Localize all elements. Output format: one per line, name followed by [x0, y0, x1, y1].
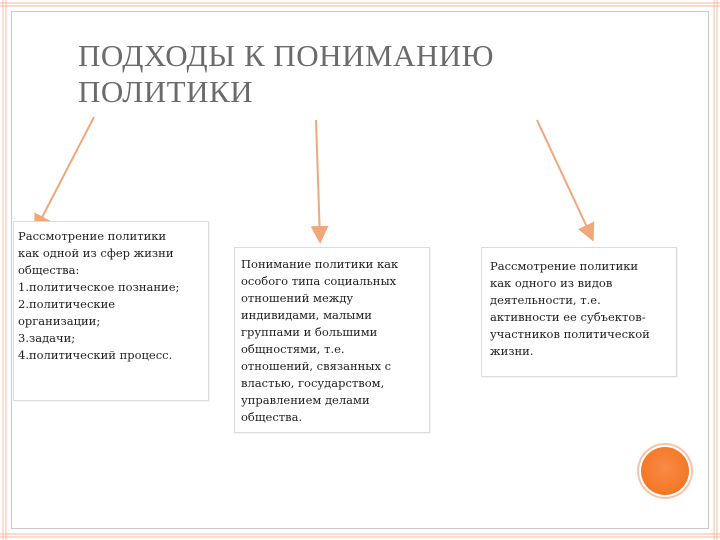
- box-line: активности ее субъектов-: [490, 310, 646, 324]
- box-line: как одного из видов: [490, 276, 613, 290]
- box-line: организации;: [18, 314, 101, 328]
- box-line: отношений, связанных с: [241, 359, 392, 373]
- box-line: как одной из сфер жизни: [18, 246, 174, 260]
- box-line: 4.политический процесс.: [18, 348, 173, 362]
- arrow-right: [537, 120, 592, 238]
- box-line: участников политической: [490, 327, 650, 341]
- box-line: группами и большими: [241, 325, 378, 339]
- box-line: индивидами, малыми: [241, 308, 372, 322]
- box-line: властью, государством,: [241, 376, 385, 390]
- title-line-1: ПОДХОДЫ К ПОНИМАНИЮ: [78, 38, 495, 73]
- approach-box-2: [234, 247, 430, 433]
- box-line: управлением делами: [241, 393, 370, 407]
- box-line: общества:: [18, 263, 80, 277]
- arrow-left: [36, 117, 94, 229]
- arrow-center: [316, 120, 320, 240]
- box-line: Понимание политики как: [241, 257, 399, 271]
- approach-box-3: [481, 247, 677, 377]
- title-line-2: ПОЛИТИКИ: [78, 74, 254, 109]
- box-line: общностями, т.е.: [241, 342, 345, 356]
- box-line: отношений между: [241, 291, 354, 305]
- box-line: деятельности, т.е.: [490, 293, 601, 307]
- box-line: Рассмотрение политики: [18, 229, 167, 243]
- box-line: особого типа социальных: [241, 274, 397, 288]
- box-line: 2.политические: [18, 297, 116, 311]
- box-line: Рассмотрение политики: [490, 259, 639, 273]
- decorative-orange-circle: [641, 447, 689, 495]
- approach-box-1: [13, 221, 209, 401]
- box-line: 1.политическое познание;: [18, 280, 180, 294]
- box-line: жизни.: [490, 344, 534, 358]
- box-line: общества.: [241, 410, 303, 424]
- box-line: 3.задачи;: [18, 331, 76, 345]
